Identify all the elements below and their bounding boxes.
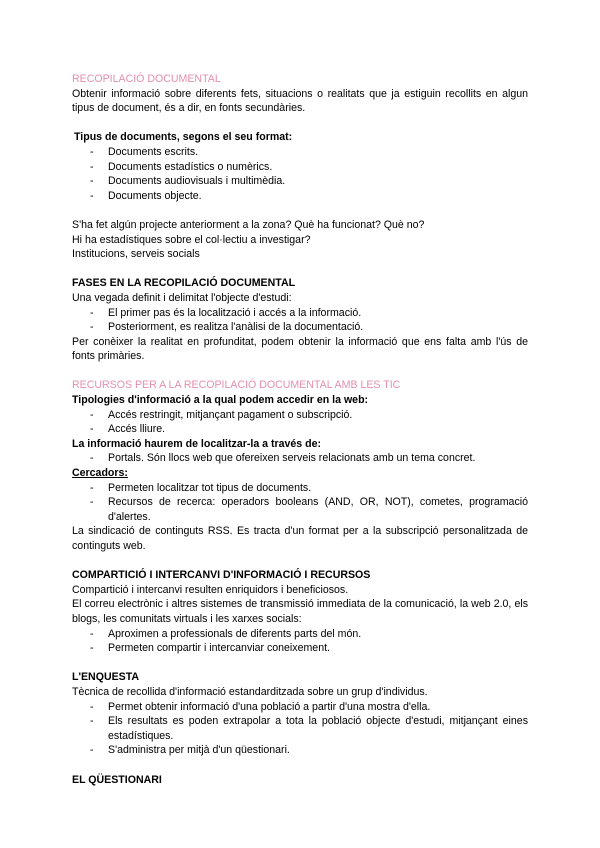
document-page: [72, 72, 528, 787]
paragraph: Per conèixer la realitat en profunditat, podem obtenir la informació que ens falta amb l'ús de fonts primàries.: [72, 335, 528, 363]
list-item: - Permet obtenir informació d'una població a partir d'una mostra d'ella.: [72, 700, 528, 715]
paragraph: Compartició i intercanvi resulten enriquidors i beneficiosos.: [72, 583, 349, 596]
list-item: - El primer pas és la localització i accés a la informació.: [72, 306, 528, 321]
list-item: - Documents audiovisuals i multimèdia.: [72, 174, 528, 189]
list-item: - Documents escrits.: [72, 145, 528, 160]
list-item: - Permeten localitzar tot tipus de documents.: [72, 481, 528, 496]
list-item: - S'administra per mitjà d'un qüestionari.: [72, 743, 528, 758]
paragraph: Obtenir informació sobre diferents fets, situacions o realitats que ja estiguin recollits en algun tipus de document, és a dir, en fonts secundàries.: [72, 87, 528, 115]
paragraph: Una vegada definit i delimitat l'objecte d'estudi:: [72, 291, 292, 304]
bullet-list: [72, 700, 528, 758]
paragraph: La sindicació de continguts RSS. Es tracta d'un format per a la subscripció personalitzada de continguts web.: [72, 525, 528, 552]
section-title-fases: FASES EN LA RECOPILACIÓ DOCUMENTAL: [72, 277, 296, 290]
list-item: - Permeten compartir i intercanviar coneixement.: [72, 641, 528, 656]
list-item: - Aproximen a professionals de diferents parts del món.: [72, 627, 528, 642]
list-item: - Accés lliure.: [72, 422, 528, 437]
paragraph: Tècnica de recollida d'informació estandarditzada sobre un grup d'individus.: [72, 685, 428, 698]
bullet-list: [72, 408, 528, 437]
subheading: Tipologies d'informació a la qual podem accedir en la web:: [72, 394, 369, 407]
section-title-recursos-tic: RECURSOS PER A LA RECOPILACIÓ DOCUMENTAL AMB LES TIC: [72, 379, 401, 392]
subheading: La informació haurem de localitzar-la a través de:: [72, 437, 322, 450]
section-title-questionari: EL QÜESTIONARI: [72, 773, 162, 786]
bullet-list: [72, 306, 528, 335]
list-item: - Documents estadístics o numèrics.: [72, 160, 528, 175]
bullet-list: [72, 451, 528, 466]
paragraph: El correu electrònic i altres sistemes de transmissió immediata de la comunicació, la web 2.0, els blogs, les comunitats virtuals i les xarxes socials:: [72, 598, 528, 625]
bullet-list: [72, 145, 528, 203]
section-title-enquesta: L'ENQUESTA: [72, 671, 140, 684]
subheading: Cercadors:: [72, 467, 128, 480]
list-item: - Portals. Són llocs web que ofereixen serveis relacionats amb un tema concret.: [72, 451, 528, 466]
text-line: Institucions, serveis socials: [72, 248, 200, 261]
list-item: - Documents objecte.: [72, 189, 528, 204]
subheading: Tipus de documents, segons el seu format:: [74, 131, 293, 144]
text-line: S'ha fet algún projecte anteriorment a la zona? Què ha funcionat? Què no?: [72, 218, 425, 231]
list-item: - Els resultats es poden extrapolar a tota la població objecte d'estudi, mitjançant eines estadístiques.: [72, 714, 528, 743]
bullet-list: [72, 627, 528, 656]
list-item: - Recursos de recerca: operadors booleans (AND, OR, NOT), cometes, programació d'alertes.: [72, 495, 528, 524]
text-line: Hi ha estadístiques sobre el col·lectiu a investigar?: [72, 233, 311, 246]
section-title-recopilacio: RECOPILACIÓ DOCUMENTAL: [72, 73, 221, 85]
list-item: - Accés restringit, mitjançant pagament o subscripció.: [72, 408, 528, 423]
list-item: - Posteriorment, es realitza l'anàlisi de la documentació.: [72, 320, 528, 335]
bullet-list: [72, 481, 528, 525]
section-title-comparticio: COMPARTICIÓ I INTERCANVI D'INFORMACIÓ I RECURSOS: [72, 569, 371, 582]
